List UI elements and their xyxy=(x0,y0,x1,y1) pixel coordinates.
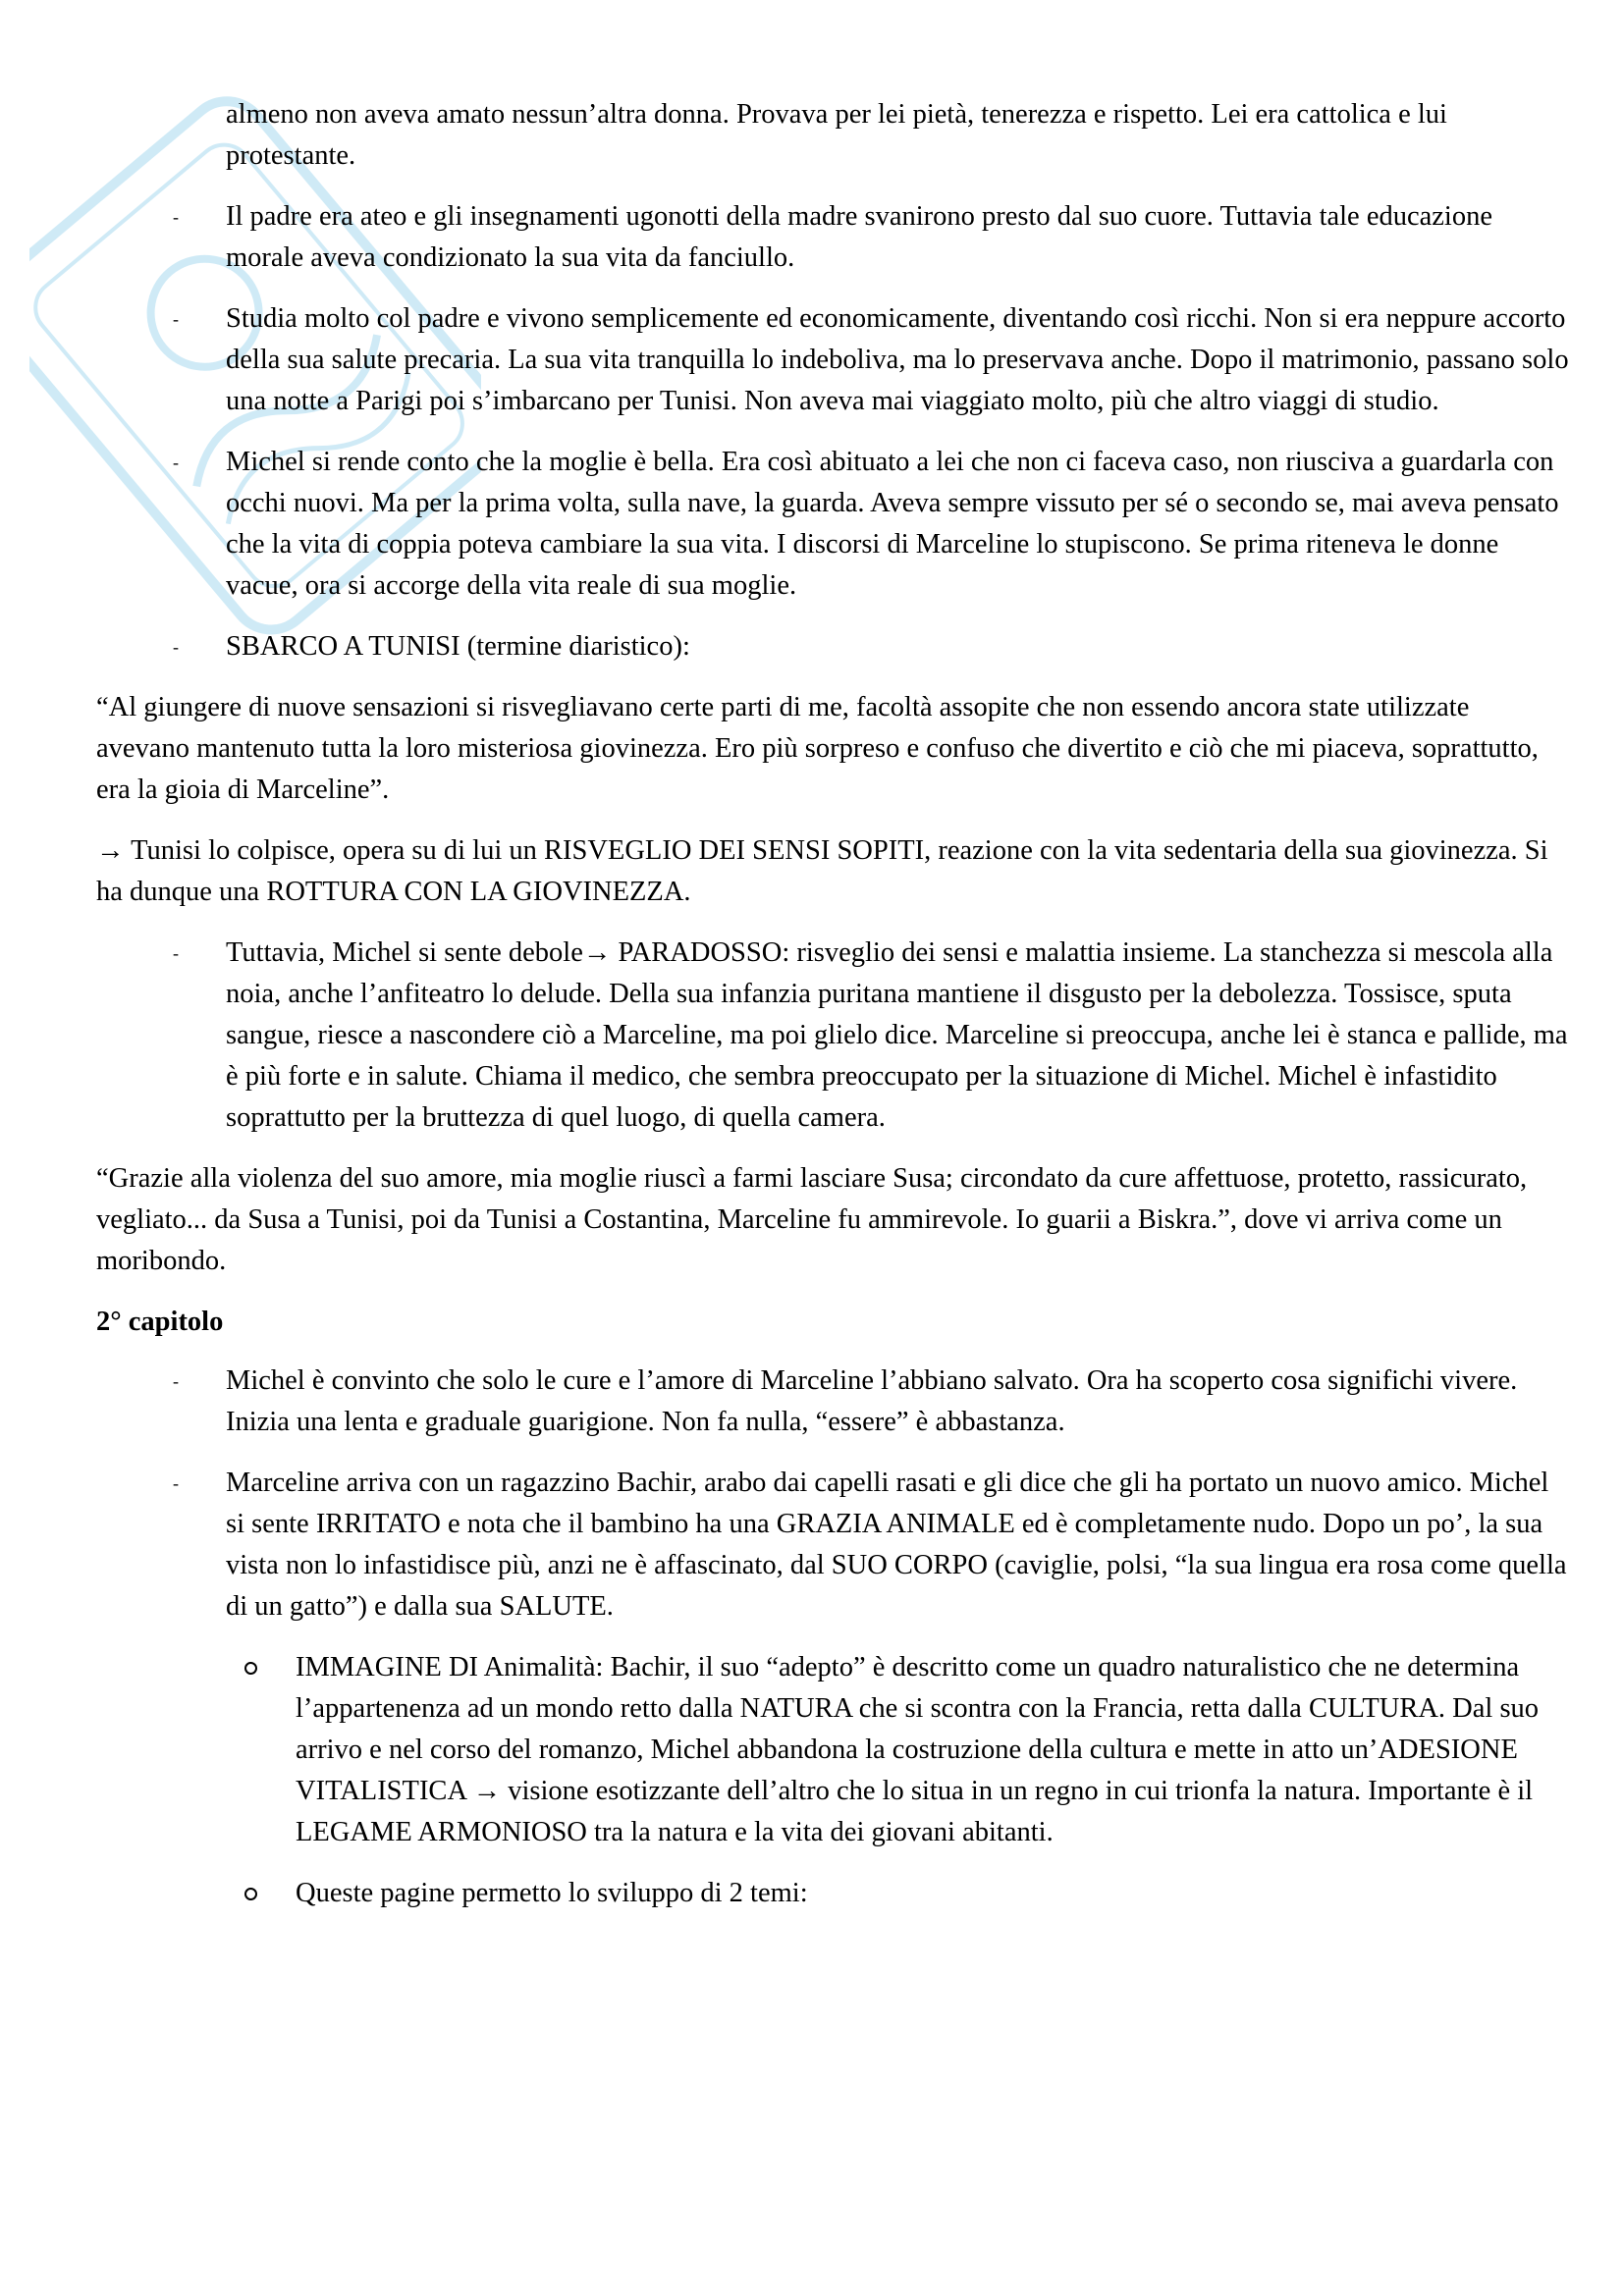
list-item-paradosso xyxy=(96,933,1569,1139)
list-item-bachir xyxy=(96,1463,1569,1628)
quote-nuove-sensazioni: “Al giungere di nuove sensazioni si risvegliavano certe parti di me, facoltà assopite che non essendo ancora state utilizzate avevano mantenuto tutta la loro misteriosa giovinezza. Ero più sorpreso e confuso che divertito e ciò che mi piaceva, soprattutto, era la gioia di Marceline”. xyxy=(96,692,1539,805)
dash-bullet-icon: - xyxy=(173,207,179,227)
quote-grazie-violenza: “Grazie alla violenza del suo amore, mia moglie riuscì a farmi lasciare Susa; circondato da cure affettuose, protetto, rassicurato, vegliato... da Susa a Tunisi, poi da Tunisi a Costantina, Marceline fu ammirevole. Io guarii a Biskra.”, dove vi arriva come un moribondo. xyxy=(96,1163,1528,1276)
list-item-padre-ateo xyxy=(96,196,1569,279)
list-item-text: Michel si rende conto che la moglie è bella. Era così abituato a lei che non ci faceva caso, non riusciva a guardarla con occhi nuovi. Ma per la prima volta, sulla nave, la guarda. Aveva sempre vissuto per sé o secondo se, mai aveva pensato che la vita di coppia poteva cambiare la sua vita. I discorsi di Marceline lo stupiscono. Se prima riteneva le donne vacue, ora si accorge della vita reale di sua moglie. xyxy=(226,447,1559,601)
list-item-text: Studia molto col padre e vivono semplicemente ed economicamente, diventando così ricchi. Non si era neppure accorto della sua salute precaria. La sua vita tranquilla lo indeboliva, ma lo preservava anche. Dopo il matrimonio, passano solo una notte a Parigi poi s’imbarcano per Tunisi. Non aveva mai viaggiato molto, più che altro viaggi di studio. xyxy=(226,303,1569,416)
list-item-cure-amore xyxy=(96,1361,1569,1443)
dash-bullet-icon: - xyxy=(173,1473,179,1493)
list-item-text: Michel è convinto che solo le cure e l’amore di Marceline l’abbiano salvato. Ora ha scoperto cosa significhi vivere. Inizia una lenta e graduale guarigione. Non fa nulla, “essere” è abbastanza. xyxy=(226,1365,1518,1437)
chapter-heading: 2° capitolo xyxy=(96,1307,224,1337)
list-item-text: SBARCO A TUNISI (termine diaristico): xyxy=(226,631,690,662)
dash-bullet-icon: - xyxy=(173,309,179,329)
sub-item-animalita xyxy=(96,1647,1569,1853)
dash-bullet-icon: - xyxy=(173,943,179,963)
list-item-sbarco-tunisi xyxy=(96,626,1569,667)
dash-bullet-icon: - xyxy=(173,1371,179,1391)
list-item-text: Marceline arriva con un ragazzino Bachir, arabo dai capelli rasati e gli dice che gli ha portato un nuovo amico. Michel si sente IRRITATO e nota che il bambino ha una GRAZIA ANIMALE ed è completamente nudo. Dopo un po’, la sua vista non lo infastidisce più, anzi ne è affascinato, dal SUO CORPO (caviglie, polsi, “la sua lingua era rosa come quella di un gatto”) e dalla sua SALUTE. xyxy=(226,1468,1567,1622)
circle-bullet-icon xyxy=(244,1888,257,1900)
dash-bullet-icon: - xyxy=(173,453,179,472)
sub-item-text: IMMAGINE DI Animalità: Bachir, il suo “adepto” è descritto come un quadro naturalistico che ne determina l’appartenenza ad un mondo retto dalla NATURA che si scontra con la Francia, retta dalla CULTURA. Dal suo arrivo e nel corso del romanzo, Michel abbandona la costruzione della cultura e mette in atto un’ADESIONE VITALISTICA → visione esotizzante dell’altro che lo situa in un regno in cui trionfa la natura. Importante è il LEGAME ARMONIOSO tra la natura e la vita dei giovani abitanti. xyxy=(296,1652,1540,1847)
list-item-text: Tuttavia, Michel si sente debole→ PARADOSSO: risveglio dei sensi e malattia insieme. La stanchezza si mescola alla noia, anche l’anfiteatro lo delude. Della sua infanzia puritana mantiene il disgusto per la debolezza. Tossisce, sputa sangue, riesce a nascondere ciò a Marceline, ma poi glielo dice. Marceline si preoccupa, anche lei è stanca e pallide, ma è più forte e in salute. Chiama il medico, che sembra preoccupato per la situazione di Michel. Michel è infastidito soprattutto per la bruttezza di quel luogo, di quella camera. xyxy=(226,937,1568,1133)
list-item-moglie-bella xyxy=(96,442,1569,607)
sub-item-due-temi xyxy=(96,1873,1569,1914)
document-page xyxy=(96,94,1569,1934)
paragraph-continuation: almeno non aveva amato nessun’altra donna. Provava per lei pietà, tenerezza e rispetto. Lei era cattolica e lui protestante. xyxy=(226,99,1447,171)
sub-item-text: Queste pagine permetto lo sviluppo di 2 temi: xyxy=(296,1878,808,1908)
dash-bullet-icon: - xyxy=(173,637,179,657)
list-item-studia-col-padre xyxy=(96,298,1569,422)
list-item-text: Il padre era ateo e gli insegnamenti ugonotti della madre svanirono presto dal suo cuore. Tuttavia tale educazione morale aveva condizionato la sua vita da fanciullo. xyxy=(226,201,1493,273)
paragraph-tunisi-risveglio: → Tunisi lo colpisce, opera su di lui un RISVEGLIO DEI SENSI SOPITI, reazione con la vita sedentaria della sua giovinezza. Si ha dunque una ROTTURA CON LA GIOVINEZZA. xyxy=(96,835,1548,907)
circle-bullet-icon xyxy=(244,1662,257,1675)
